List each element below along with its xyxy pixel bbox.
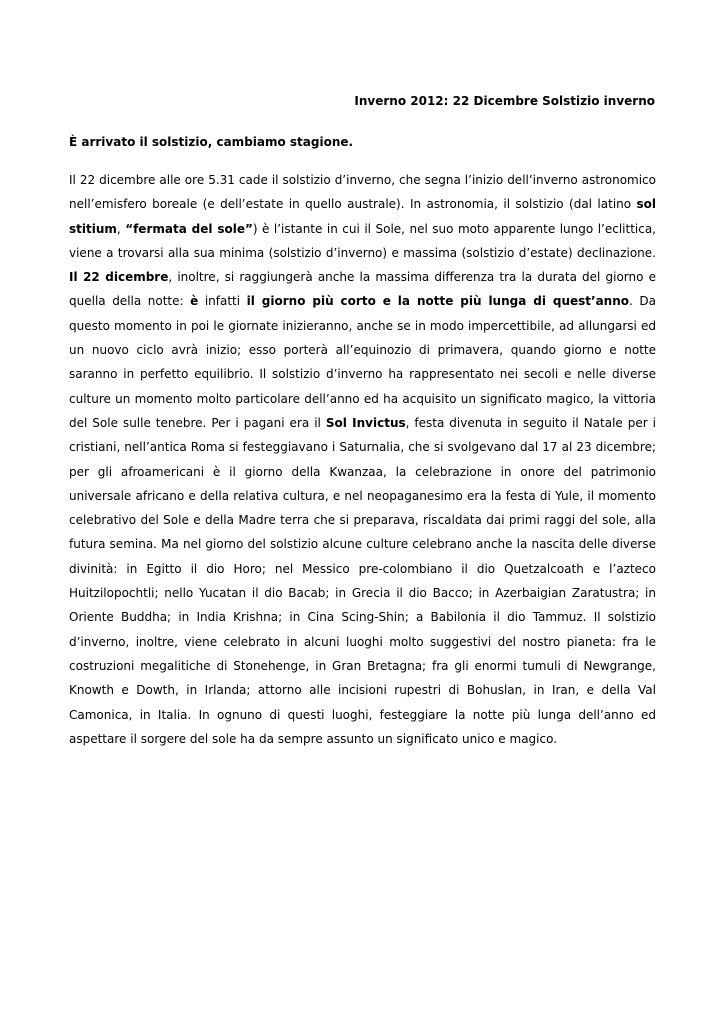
body-bold-segment: Il 22 dicembre bbox=[69, 270, 169, 285]
body-text-segment: infatti bbox=[198, 294, 247, 309]
body-text-segment: Il 22 dicembre alle ore 5.31 cade il solstizio d’inverno, che segna l’inizio dell’inverno astronomico nell’emisfero boreale (e dell’estate in quello australe). In astronomia, il solstizio (dal latino bbox=[69, 173, 656, 212]
body-text-segment: , bbox=[116, 221, 126, 236]
body-text-segment: ) è l’istante in cui il Sole, nel suo moto apparente lungo l’eclittica, viene a trovarsi alla sua minima (solstizio d’inverno) e massima (solstizio d’estate) declinazione. bbox=[69, 221, 656, 260]
body-bold-segment: “fermata del sole” bbox=[125, 221, 253, 236]
body-bold-segment: Sol Invictus bbox=[325, 415, 406, 430]
body-text-segment: , inoltre, si raggiungerà anche la massima differenza tra la durata del giorno e quella della notte: bbox=[69, 270, 656, 309]
body-paragraph bbox=[69, 168, 656, 751]
document-header-date: Inverno 2012: 22 Dicembre Solstizio inverno bbox=[354, 94, 655, 108]
body-bold-segment: sol stitium bbox=[69, 197, 656, 236]
body-bold-segment: il giorno più corto e la notte più lunga di quest’anno bbox=[246, 294, 630, 309]
body-text-segment: . Da questo momento in poi le giornate inizieranno, anche se in modo impercettibile, ad allungarsi ed un nuovo ciclo avrà inizio; esso porterà all’equinozio di primavera, quando giorno e notte saranno in perfetto equilibrio. Il solstizio d’inverno ha rappresentato nei secoli e nelle diverse culture un momento molto particolare dell’anno ed ha acquisito un significato magico, la vittoria del Sole sulle tenebre. Per i pagani era il bbox=[69, 294, 656, 430]
document-subtitle: È arrivato il solstizio, cambiamo stagione. bbox=[69, 135, 354, 149]
body-text-segment: , festa divenuta in seguito il Natale per i cristiani, nell’antica Roma si festeggiavano i Saturnalia, che si svolgevano dal 17 al 23 dicembre; per gli afroamericani è il giorno della Kwanzaa, la celebrazione in onore del patrimonio universale africano e della relativa cultura, e nel neopaganesimo era la festa di Yule, il momento celebrativo del Sole e della Madre terra che si preparava, riscaldata dai primi raggi del sole, alla futura semina. Ma nel giorno del solstizio alcune culture celebrano anche la nascita delle diverse divinità: in Egitto il dio Horo; nel Messico pre-colombiano il dio Quetzalcoath e l’azteco Huitzilopochtli; nello Yucatan il dio Bacab; in Grecia il dio Bacco; in Azerbaigian Zaratustra; in Oriente Buddha; in India Krishna; in Cina Scing-Shin; a Babilonia il dio Tammuz. Il solstizio d’inverno, inoltre, viene celebrato in alcuni luoghi molto suggestivi del nostro pianeta: fra le costruzioni megalitiche di Stonehenge, in Gran Bretagna; fra gli enormi tumuli di Newgrange, Knowth e Dowth, in Irlanda; attorno alle incisioni rupestri di Bohuslan, in Iran, e della Val Camonica, in Italia. In ognuno di questi luoghi, festeggiare la notte più lunga dell’anno ed aspettare il sorgere del sole ha da sempre assunto un significato unico e magico. bbox=[69, 415, 656, 746]
body-bold-segment: è bbox=[190, 294, 199, 309]
